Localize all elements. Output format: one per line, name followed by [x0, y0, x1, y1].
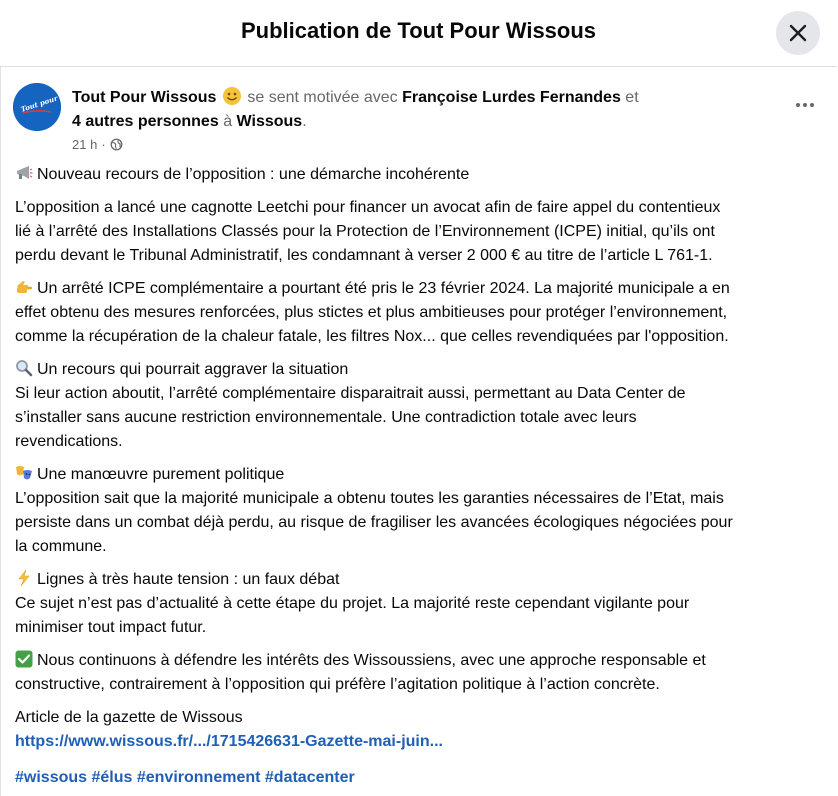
globe-icon [110, 138, 123, 151]
paragraph-title [15, 163, 825, 187]
section-line: Si leur action aboutit, l’arrêté complémentaire disparaitrait aussi, permettant au Data Center de [15, 385, 686, 402]
hashtag-elus[interactable]: #élus [91, 769, 133, 786]
magnifier-icon [15, 359, 33, 377]
dialog-header [0, 0, 837, 67]
paragraph-manoeuvre [15, 463, 825, 559]
more-dot-icon [803, 103, 807, 107]
theater-masks-icon [15, 464, 33, 482]
hashtag-environnement[interactable]: #environnement [136, 769, 261, 786]
tagged-others[interactable]: 4 autres personnes [72, 113, 219, 130]
section-line: minimiser tout impact futur. [15, 619, 207, 636]
close-icon [788, 23, 808, 43]
hashtags [15, 766, 825, 790]
section-line: L’opposition sait que la majorité municipale a obtenu toutes les garanties nécessaires de l’Etat, mais [15, 490, 724, 507]
hashtag-datacenter[interactable]: #datacenter [264, 769, 355, 786]
smiling-face-icon [223, 87, 241, 105]
more-options-button[interactable] [789, 95, 821, 115]
section-line: effet obtenu des mesures renforcées, plus stictes et plus ambitieuses pour protéger l’environnement, [15, 304, 728, 321]
hashtag-wissous[interactable]: #wissous [15, 769, 88, 786]
at-text: à [223, 113, 233, 130]
article-label: Article de la gazette de Wissous [15, 709, 243, 726]
paragraph-conclusion [15, 649, 825, 697]
more-dot-icon [810, 103, 814, 107]
section-line: revendications. [15, 433, 123, 450]
post-time[interactable]: 21 h [72, 137, 98, 152]
article-link[interactable]: https://www.wissous.fr/.../1715426631-Gazette-mai-juin... [15, 733, 443, 750]
place-link[interactable]: Wissous [236, 113, 303, 130]
section-line: Nous continuons à défendre les intérêts des Wissoussiens, avec une approche responsable et [37, 652, 706, 669]
section-line: Nouveau recours de l’opposition : une démarche incohérente [37, 166, 470, 183]
section-line: la commune. [15, 538, 107, 555]
section-line: Un arrêté ICPE complémentaire a pourtant été pris le 23 février 2024. La majorité municipale a en [37, 280, 730, 297]
section-line: comme la récupération de la chaleur fatale, les filtres Nox... que celles revendiquées par l'opposition. [15, 328, 729, 345]
paragraph-intro [15, 196, 825, 268]
section-line: persiste dans un combat déjà perdu, au risque de fragiliser les avancées écologiques négociées pour [15, 514, 733, 531]
pointing-hand-icon [15, 278, 33, 296]
author-name[interactable]: Tout Pour Wissous [72, 89, 217, 106]
avatar[interactable] [13, 81, 97, 131]
section-line: lié à l’arrêté des Installations Classés pour la Protection de l’Environnement (ICPE) initial, qu’ils ont [15, 223, 715, 240]
paragraph-recours [15, 358, 825, 454]
section-line: Un recours qui pourrait aggraver la situation [37, 361, 349, 378]
section-line: L’opposition a lancé une cagnotte Leetchi pour financer un avocat afin de faire appel du contentieux [15, 199, 721, 216]
megaphone-icon [15, 164, 33, 182]
paragraph-lignes [15, 568, 825, 640]
and-text: et [625, 89, 639, 106]
post-meta [72, 137, 123, 152]
post-body [15, 163, 825, 790]
avatar-logo-text: Tout pour Wissous ! [19, 81, 97, 114]
post-card [0, 67, 838, 796]
period-text: . [302, 113, 307, 130]
tagged-person[interactable]: Françoise Lurdes Fernandes [402, 89, 621, 106]
meta-separator: · [101, 137, 106, 152]
paragraph-article [15, 706, 825, 754]
dialog-title: Publication de Tout Pour Wissous [240, 18, 597, 43]
check-icon [15, 650, 33, 668]
feeling-text: se sent motivée avec [247, 89, 398, 106]
section-line: perdu devant le Tribunal Administratif, les condamnant à verser 2 000 € au titre de l’article L 761-1. [15, 247, 713, 264]
section-line: Ce sujet n’est pas d’actualité à cette étape du projet. La majorité reste cependant vigilante pour [15, 595, 690, 612]
section-line: constructive, contrairement à l’opposition qui préfère l’agitation politique à l’action concrète. [15, 676, 660, 693]
section-line: s’installer sans aucune restriction environnementale. Une contradiction totale avec leurs [15, 409, 637, 426]
close-button[interactable] [776, 11, 820, 55]
section-line: Lignes à très haute tension : un faux débat [37, 571, 340, 588]
paragraph-arrete [15, 277, 825, 349]
section-line: Une manœuvre purement politique [37, 466, 285, 483]
lightning-icon [15, 569, 33, 587]
more-dot-icon [796, 103, 800, 107]
author-line [72, 86, 732, 134]
